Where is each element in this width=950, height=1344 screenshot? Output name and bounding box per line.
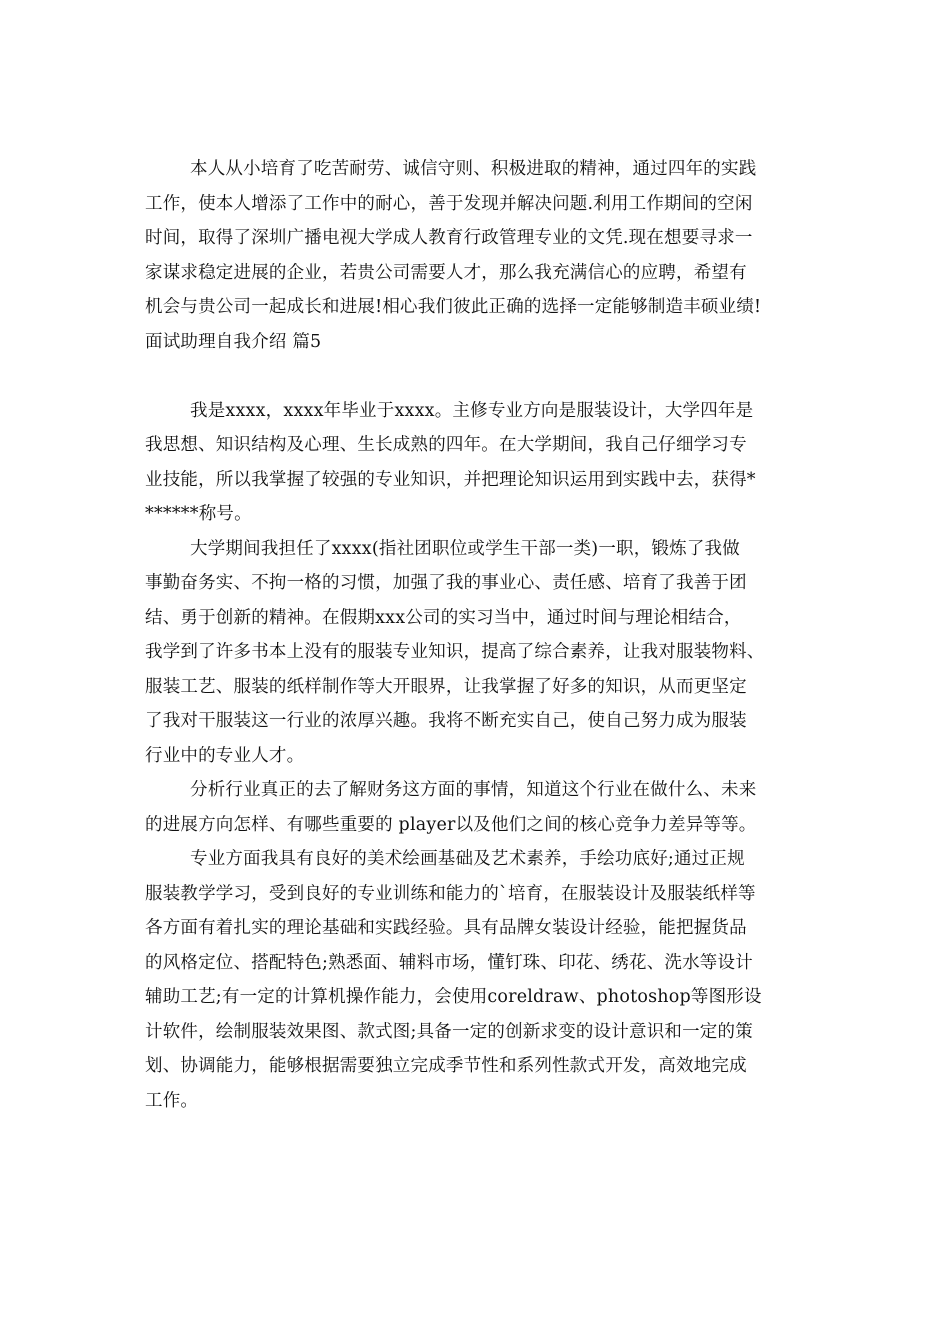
text-line: 大学期间我担任了xxxx(指社团职位或学生干部一类)一职，锻炼了我做 (190, 538, 740, 559)
text-line: 的进展方向怎样、有哪些重要的 player以及他们之间的核心竞争力差异等等。 (145, 814, 757, 835)
text-line: 业技能，所以我掌握了较强的专业知识，并把理论知识运用到实践中去，获得* (145, 469, 756, 490)
text-line: 家谋求稳定进展的企业，若贵公司需要人才，那么我充满信心的应聘，希望有 (145, 262, 747, 283)
blank-line (145, 359, 810, 394)
text-line: ******称号。 (145, 504, 252, 524)
paragraph-self-intro-block (145, 152, 810, 325)
document-body (145, 152, 810, 1118)
text-line: 了我对干服装这一行业的浓厚兴趣。我将不断充实自己，使自己努力成为服装 (145, 711, 747, 731)
text-line: 事勤奋务实、不拘一格的习惯，加强了我的事业心、责任感、培育了我善于团 (145, 573, 747, 593)
paragraph-3 (145, 773, 810, 842)
text-line: 专业方面我具有良好的美术绘画基础及艺术素养，手绘功底好;通过正规 (190, 849, 745, 869)
text-line: 辅助工艺;有一定的计算机操作能力，会使用coreldraw、photoshop等图形设 (145, 987, 762, 1007)
text-line: 各方面有着扎实的理论基础和实践经验。具有品牌女装设计经验，能把握货品 (145, 918, 747, 938)
text-line: 服装工艺、服装的纸样制作等大开眼界，让我掌握了好多的知识，从而更坚定 (145, 676, 747, 697)
paragraph-2 (145, 532, 810, 774)
section-heading: 面试助理自我介绍 篇5 (145, 331, 322, 352)
paragraph-1 (145, 394, 810, 532)
text-line: 我学到了许多书本上没有的服装专业知识，提高了综合素养，让我对服装物料、 (145, 642, 765, 662)
text-line: 结、勇于创新的精神。在假期xxx公司的实习当中，通过时间与理论相结合， (145, 607, 742, 628)
text-line: 我是xxxx，xxxx年毕业于xxxx。主修专业方向是服装设计，大学四年是 (190, 400, 754, 421)
text-line: 我思想、知识结构及心理、生长成熟的四年。在大学期间，我自己仔细学习专 (145, 435, 747, 455)
text-line: 时间，取得了深圳广播电视大学成人教育行政管理专业的文凭.现在想要寻求一 (145, 228, 753, 248)
text-line: 本人从小培育了吃苦耐劳、诚信守则、积极进取的精神，通过四年的实践 (190, 159, 757, 179)
text-line: 服装教学学习，受到良好的专业训练和能力的`培育，在服装设计及服装纸样等 (145, 883, 756, 904)
text-line: 分析行业真正的去了解财务这方面的事情，知道这个行业在做什么、未来 (190, 780, 757, 800)
text-line: 划、协调能力，能够根据需要独立完成季节性和系列性款式开发，高效地完成 (145, 1056, 747, 1076)
text-line: 行业中的专业人才。 (145, 745, 305, 766)
paragraph-4 (145, 842, 810, 1118)
text-line: 计软件，绘制服装效果图、款式图;具备一定的创新求变的设计意识和一定的策 (145, 1021, 753, 1042)
text-line: 工作，使本人增添了工作中的耐心，善于发现并解决问题.利用工作期间的空闲 (145, 193, 753, 214)
text-line: 机会与贵公司一起成长和进展!相心我们彼此正确的选择一定能够制造丰硕业绩! (145, 297, 762, 317)
text-line: 工作。 (145, 1090, 199, 1111)
text-line: 的风格定位、搭配特色;熟悉面、辅料市场，懂钉珠、印花、绣花、洗水等设计 (145, 952, 753, 973)
